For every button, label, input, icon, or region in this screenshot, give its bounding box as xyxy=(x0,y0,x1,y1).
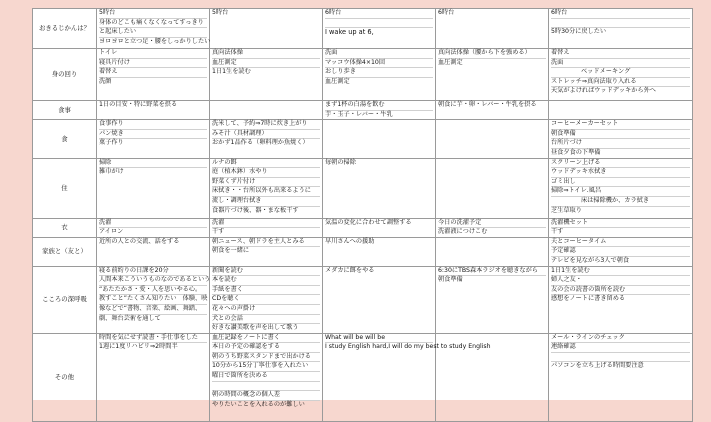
table-cell[interactable] xyxy=(323,9,436,49)
table-cell[interactable] xyxy=(323,218,436,237)
cell-text-line: 洗濯 xyxy=(99,219,207,229)
cell-text-line: 1日1生を読む xyxy=(551,267,690,277)
cell-text-line: 朝食を一緒に xyxy=(212,247,250,255)
table-cell[interactable] xyxy=(549,158,693,218)
table-cell[interactable] xyxy=(97,158,210,218)
table-cell[interactable] xyxy=(210,237,323,266)
table-cell[interactable] xyxy=(436,158,549,218)
row-category-label[interactable]: 衣 xyxy=(33,218,97,237)
cell-text-line: 婦人之友・ xyxy=(551,276,690,286)
table-body xyxy=(33,9,693,422)
table-cell[interactable] xyxy=(210,101,323,120)
cell-text-line: 台所片づけ xyxy=(551,139,690,149)
cell-text-line: スクリーン上げる xyxy=(551,159,690,169)
cell-text-line: 5時台 xyxy=(212,9,229,16)
cell-text-line: ルナの餌 xyxy=(212,159,320,169)
cell-text-line xyxy=(325,19,433,29)
cell-text-line: 寝る前約りの日課を20分 xyxy=(99,267,207,277)
table-cell[interactable] xyxy=(97,333,210,421)
table-cell[interactable] xyxy=(549,333,693,421)
row-category-label[interactable]: こころの深呼吸 xyxy=(33,266,97,333)
table-cell[interactable] xyxy=(210,49,323,101)
cell-text-line: 感想をノートに書き留める xyxy=(551,295,626,303)
cell-text-line: 朝食に芋・卵・レバー・牛乳を摂る xyxy=(438,101,537,108)
cell-text-line: 雑巾がけ xyxy=(99,168,124,176)
cell-text-line xyxy=(551,101,690,110)
cell-text-line xyxy=(438,334,546,343)
cell-text-line: 1日1生を読む xyxy=(212,68,251,76)
cell-text-line: パン焼き xyxy=(99,130,207,140)
cell-text-line: 毎朝の掃除 xyxy=(325,158,356,166)
cell-text-line: ヨロヨロと立つ足・腰をしっかりしたい xyxy=(99,37,211,45)
cell-text-line: 5時30分に戻したい xyxy=(551,28,607,36)
cell-text-line: 着替え xyxy=(551,49,690,59)
cell-text-line: 野菜くず片付け xyxy=(212,178,320,188)
cell-text-line: 血圧測定 xyxy=(438,58,463,66)
cell-text-line: 洗顔 xyxy=(99,77,112,85)
cell-text-line: I wake up at 6, xyxy=(325,28,374,37)
cell-text-line: 血圧測定 xyxy=(325,77,350,85)
cell-text-line: 近所の人との交流、話をする xyxy=(99,237,180,245)
cell-text-line: 芝生草取り xyxy=(551,206,582,214)
cell-text-line: 朝食準備 xyxy=(551,130,690,140)
cell-text-line: 早川さんへの援助 xyxy=(325,237,375,245)
table-cell[interactable] xyxy=(323,266,436,333)
cell-text-line: おしり歩き xyxy=(325,68,433,78)
table-row xyxy=(33,218,693,237)
cell-text-line: 洗米して、予約⇒7時に炊き上がり xyxy=(212,120,320,130)
cell-text-line: 5時台 xyxy=(99,9,207,19)
cell-text-line: 気温の変化に合わせて調整する xyxy=(325,218,412,226)
row-category-label[interactable]: おきるじかんは？ xyxy=(33,9,97,49)
cell-text-line: 昼食夕食の下準備 xyxy=(551,148,601,156)
cell-text-line: おかず1品作る（卵料理か魚焼く） xyxy=(212,139,309,147)
table-row xyxy=(33,333,693,421)
cell-text-line: 寝具片付け xyxy=(99,59,207,69)
cell-text-line: 友の会の読書の箇所を読む xyxy=(551,286,690,296)
spreadsheet xyxy=(32,8,692,408)
cell-text-line: CDを聴く xyxy=(212,295,320,305)
table-cell[interactable] xyxy=(97,237,210,266)
cell-text-line: 掃除 xyxy=(99,159,207,169)
cell-text-line: 今日の洗濯予定 xyxy=(438,219,546,229)
cell-text-line: ベッドメーキング xyxy=(551,68,690,78)
table-cell[interactable] xyxy=(549,9,693,49)
cell-text-line xyxy=(438,238,546,247)
table-cell[interactable] xyxy=(97,266,210,333)
table-cell[interactable] xyxy=(210,120,323,158)
cell-text-line: 6時台 xyxy=(551,9,690,19)
table-cell[interactable] xyxy=(97,9,210,49)
cell-text-line: パソコンを立ち上げる時間要注意 xyxy=(551,362,644,370)
table-row xyxy=(33,120,693,158)
table-cell[interactable] xyxy=(549,101,693,120)
cell-text-line: 花々への声掛け xyxy=(212,305,320,315)
table-cell[interactable] xyxy=(97,120,210,158)
table-cell[interactable] xyxy=(436,218,549,237)
cell-text-line: 干す xyxy=(212,228,225,236)
table-row xyxy=(33,158,693,218)
cell-text-line: 身体のどこも痛くなくなってすっきり xyxy=(99,19,207,29)
cell-text-line: 洗面 xyxy=(551,59,690,69)
cell-text-line: 掃除⇒トイレ.風呂 xyxy=(551,187,690,197)
cell-text-line: アイロン xyxy=(99,228,124,236)
cell-text-line xyxy=(325,120,433,129)
cell-text-line: 着替え xyxy=(99,68,207,78)
cell-text-line: 天気がよければウッドデッキから外へ xyxy=(551,87,656,95)
cell-text-line: 朝のうち野菜スタンドまで出かける xyxy=(212,353,320,363)
cell-text-line: ゴミ出し xyxy=(551,178,690,188)
cell-text-line: 人間本来こういうものなのであるという xyxy=(99,276,207,286)
cell-text-line: 朝の時間の概念の個人差 xyxy=(212,391,320,401)
cell-text-line: 菓子作り xyxy=(99,139,124,147)
row-category-label[interactable]: その他 xyxy=(33,333,97,421)
table-cell[interactable] xyxy=(549,218,693,237)
cell-text-line: 血圧記録をノートに書く xyxy=(212,334,320,344)
cell-text-line: 洗濯 xyxy=(212,219,320,229)
cell-text-line xyxy=(438,159,546,168)
cell-text-line xyxy=(212,101,320,110)
cell-text-line: 10分から15分丁寧仕事を入れたい xyxy=(212,362,320,372)
row-category-label[interactable]: 身の回り xyxy=(33,49,97,101)
cell-text-line: 犬との会話 xyxy=(212,315,320,325)
cell-text-line xyxy=(551,19,690,29)
cell-text-line: 床拭き・・台所以外も出来るように xyxy=(212,187,320,197)
table-cell[interactable] xyxy=(323,333,491,421)
row-category-label[interactable]: 家族と（友と） xyxy=(33,237,97,266)
cell-text-line: 本を読む xyxy=(212,276,320,286)
table-cell[interactable] xyxy=(549,49,693,101)
cell-text-line: 洗面 xyxy=(325,49,433,59)
cell-text-line: 曜日で箇所を決める xyxy=(212,372,320,382)
table-cell[interactable] xyxy=(549,266,693,333)
row-category-label[interactable]: 住 xyxy=(33,158,97,218)
cell-text-line: まず1杯の白湯を飲む xyxy=(325,101,433,111)
table-cell[interactable] xyxy=(323,158,436,218)
cell-text-line: 手紙を書く xyxy=(212,286,320,296)
table-cell[interactable] xyxy=(323,49,436,101)
cell-text-line: マッコウ体操4×10回 xyxy=(325,59,433,69)
cell-text-line: 好きな讃美歌を声を出して歌う xyxy=(212,324,299,332)
table-cell[interactable] xyxy=(210,158,323,218)
cell-text-line: 像などで“書物、音楽、絵画、舞踏、 xyxy=(99,305,207,315)
cell-text-line: メール・ラインのチェック xyxy=(551,334,690,344)
cell-text-line: 時間を気にせず読書・手仕事をした xyxy=(99,334,207,344)
cell-text-line: 食事作り xyxy=(99,120,207,130)
table-row xyxy=(33,101,693,120)
cell-text-line: What will be will be xyxy=(325,334,433,344)
table-cell[interactable] xyxy=(549,120,693,158)
table-cell[interactable] xyxy=(97,218,210,237)
cell-text-line: 劇、舞台芸術を通して xyxy=(99,314,161,322)
cell-text-line: テレビを見ながら3人で朝食 xyxy=(551,256,630,264)
table-cell[interactable] xyxy=(210,218,323,237)
table-cell[interactable] xyxy=(97,101,210,120)
table-cell[interactable] xyxy=(323,101,436,120)
table-cell[interactable] xyxy=(436,237,549,266)
cell-text-line xyxy=(212,382,320,392)
row-category-label[interactable]: 食事 xyxy=(33,101,97,120)
cell-text-line: やりたいことを入れるのが難しい xyxy=(212,400,305,408)
table-cell[interactable] xyxy=(436,101,549,120)
cell-text-line: 朝食準備 xyxy=(438,276,463,284)
cell-text-line: 教すこと”たくさん知りたい 体験、映 xyxy=(99,295,207,305)
cell-text-line: 夫とコーヒータイム xyxy=(551,238,690,248)
cell-text-line: 1週に1度リハビリ⇒2時間半 xyxy=(99,343,178,351)
table-cell[interactable] xyxy=(97,49,210,101)
cell-text-line: 6時台 xyxy=(325,9,433,19)
cell-text-line: 6時台 xyxy=(438,9,455,16)
cell-text-line: メダカに餌をやる xyxy=(325,266,375,274)
table-cell[interactable] xyxy=(436,49,549,101)
cell-text-line: 6:30にTBS森本ラジオを聴きながら xyxy=(438,267,546,277)
table-row xyxy=(33,237,693,266)
cell-text-line: 1日の目安・特に野菜を摂る xyxy=(99,101,178,108)
table-cell[interactable] xyxy=(549,237,693,266)
cell-text-line: みそ汁（具材調理） xyxy=(212,130,320,140)
cell-text-line: ストレッチ⇒真向法取り入れる xyxy=(551,78,690,88)
table-row xyxy=(33,49,693,101)
table-cell[interactable] xyxy=(210,9,323,49)
table-cell[interactable] xyxy=(436,9,549,49)
cell-text-line: “あたたかさ・愛・人を思いやる心。 xyxy=(99,286,207,296)
cell-text-line: 床は掃除機か、カラ拭き xyxy=(551,197,690,207)
cell-text-line: コーヒーメーカーセット xyxy=(551,120,690,130)
cell-text-line: I study English hard,I will do my best to study English xyxy=(325,343,491,351)
cell-text-line: 本日の予定の確認をする xyxy=(212,343,320,353)
cell-text-line: トイレ xyxy=(99,49,207,59)
cell-text-line: 新聞を読む xyxy=(212,267,320,277)
table-cell[interactable] xyxy=(436,120,549,158)
cell-text-line: 予定確認 xyxy=(551,247,690,257)
cell-text-line: 干す xyxy=(551,228,564,236)
table-cell[interactable] xyxy=(210,333,323,421)
table-cell[interactable] xyxy=(323,120,436,158)
cell-text-line: 真向法体操（腰から下を強める） xyxy=(438,49,546,59)
cell-text-line: 連絡確認 xyxy=(551,343,690,353)
table-row xyxy=(33,9,693,49)
cell-text-line: 芋・玉子・レバー・牛乳 xyxy=(325,110,393,118)
cell-text-line: 庭（植木鉢）水やり xyxy=(212,168,320,178)
cell-text-line: 朝ニュース、朝ドラを主人とみる xyxy=(212,238,320,248)
table-cell[interactable] xyxy=(436,266,549,333)
cell-text-line: 洗濯液につけこむ xyxy=(438,228,488,236)
table-cell[interactable] xyxy=(323,237,436,266)
table-row xyxy=(33,266,693,333)
cell-text-line: 食器片づけ後、器・まな板干す xyxy=(212,206,299,214)
cell-text-line xyxy=(438,120,546,129)
cell-text-line: ウッドデッキ水拭き xyxy=(551,168,690,178)
cell-text-line: 真向法体操 xyxy=(212,49,320,59)
row-category-label[interactable]: 食 xyxy=(33,120,97,158)
cell-text-line: 洗濯機セット xyxy=(551,219,690,229)
cell-text-line: 流し・調理台拭き xyxy=(212,197,320,207)
cell-text-line: 血圧測定 xyxy=(212,59,320,69)
cell-text-line: と起床したい xyxy=(99,28,207,38)
morning-routine-table xyxy=(32,8,693,422)
table-cell[interactable] xyxy=(210,266,323,333)
